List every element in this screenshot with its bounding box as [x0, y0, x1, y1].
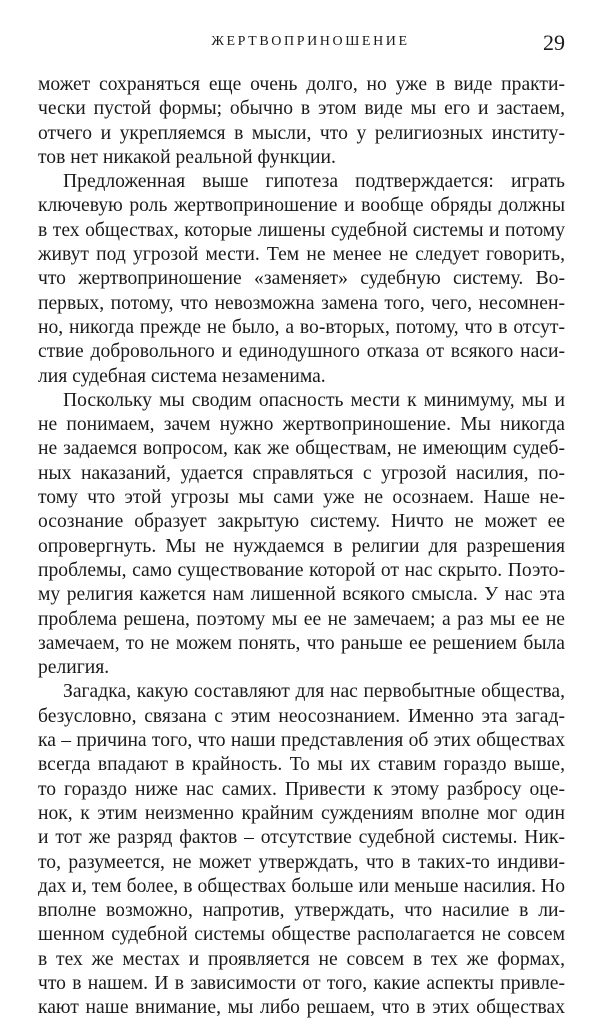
text-line: Предложенная выше гипотеза подтверждается: играть [63, 171, 565, 193]
text-line: опровергнуть. Мы не нуждаемся в религии для разрешения [38, 535, 565, 557]
text-line: лия судебная система незаменима. [38, 365, 326, 387]
text-line: нок, к этим неизменно крайним суждениям вполне мог один [38, 802, 565, 824]
text-line: может сохраняться еще очень долго, но уже в виде практи- [38, 74, 565, 95]
text-line: не задаемся вопросом, как же обществам, не имеющим судеб- [38, 438, 565, 460]
text-line: но, никогда прежде не было, а во-вторых, потому, что в отсут- [38, 316, 565, 338]
text-line: что в нашем. И в зависимости от того, какие аспекты привле- [38, 972, 565, 994]
text-line: вполне возможно, напротив, утверждать, что насилие в ли- [38, 900, 565, 922]
text-line: му религия кажется нам лишенной всякого смысла. У нас эта [38, 584, 565, 606]
running-title: ЖЕРТВОПРИНОШЕНИЕ [211, 34, 410, 49]
text-line: проблема решена, поэтому мы ее не замечаем; а раз мы ее не [38, 608, 565, 630]
text-line: шенном судебной системы обществе располагается не совсем [38, 924, 565, 946]
text-line: и тот же разряд фактов – отсутствие судебной системы. Ник- [38, 827, 565, 849]
text-line: не понимаем, зачем нужно жертвоприношение. Мы никогда [38, 414, 565, 436]
text-line: замечаем, то не можем понять, что раньше ее решением была [38, 632, 565, 654]
body-text [38, 73, 565, 1021]
text-line: ключевую роль жертвоприношение и вообще обряды должны [38, 195, 565, 217]
text-line: всегда впадают в крайность. То мы их ставим гораздо выше, [38, 754, 565, 776]
text-line: кают наше внимание, мы либо решаем, что в этих обществах [38, 997, 565, 1019]
text-line: что жертвоприношение «заменяет» судебную систему. Во- [38, 268, 565, 290]
text-line: в тех обществах, которые лишены судебной системы и потому [38, 219, 565, 241]
running-head [38, 30, 565, 56]
paragraph-continued [38, 73, 565, 170]
text-line: то, разумеется, не может утверждать, что в таких-то индиви- [38, 851, 565, 873]
text-line: дах и, тем более, в обществах больше или меньше насилия. Но [38, 875, 565, 897]
text-line: безусловно, связана с этим неосознанием. Именно эта загад- [38, 705, 565, 727]
text-line: Поскольку мы сводим опасность мести к минимуму, мы и [63, 389, 565, 411]
text-line: ствие добровольного и единодушного отказа от всякого наси- [38, 341, 565, 363]
paragraph [38, 170, 565, 389]
text-line: чески пустой формы; обычно в этом виде мы его и застаем, [38, 98, 565, 120]
text-line: осознание образует закрытую систему. Ничто не может ее [38, 511, 565, 533]
text-line: живут под угрозой мести. Тем не менее не следует говорить, [38, 244, 565, 266]
page-number: 29 [543, 30, 565, 55]
text-line: то гораздо ниже нас самих. Привести к этому разбросу оце- [38, 778, 565, 800]
text-line: ных наказаний, удается справляться с угрозой насилия, по- [38, 462, 565, 484]
text-line: проблемы, само существование которой от нас скрыто. Поэто- [38, 559, 565, 581]
text-line: тому что этой угрозы мы сами уже не осознаем. Наше не- [38, 487, 565, 509]
text-line: религия. [38, 657, 110, 679]
paragraph [38, 389, 565, 681]
text-line: тов нет никакой реальной функции. [38, 146, 336, 168]
text-line: Загадка, какую составляют для нас первобытные общества, [63, 681, 565, 703]
text-line: ка – причина того, что наши представления об этих обществах [38, 730, 565, 752]
text-line: в тех же местах и проявляется не совсем в тех же формах, [38, 948, 565, 970]
paragraph [38, 680, 565, 1020]
text-line: первых, потому, что невозможна замена того, чего, несомнен- [38, 292, 565, 314]
text-line: отчего и укрепляемся в мысли, что у религиозных институ- [38, 122, 565, 144]
